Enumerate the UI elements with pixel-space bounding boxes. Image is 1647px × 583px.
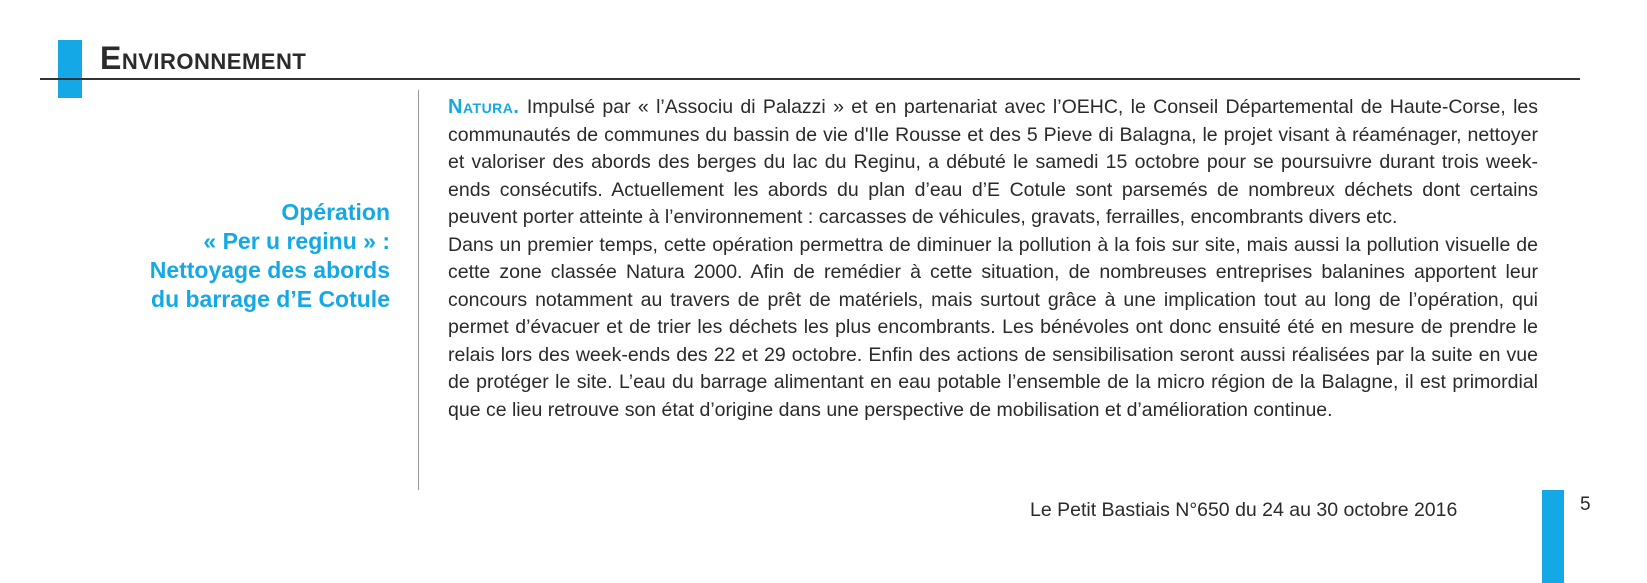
page-number: 5 <box>1580 494 1591 515</box>
column-divider <box>418 90 419 490</box>
page-marker <box>1542 490 1564 583</box>
publication-source: Le Petit Bastiais N°650 du 24 au 30 octobre 2016 <box>1030 499 1458 521</box>
headline-line: du barrage d’E Cotule <box>151 286 390 312</box>
headline-line: Opération <box>281 199 390 225</box>
article-paragraph <box>448 94 1538 232</box>
paragraph-text: Impulsé par « l’Associu di Palazzi » et en partenariat avec l’OEHC, le Conseil Départemental de Haute-Corse, les communautés de communes du bassin de vie d'Ile Rousse et des 5 Pieve di Balagna, le projet visant à réaménager, nettoyer et valoriser des abords des berges du lac du Reginu, a débuté le samedi 15 octobre pour se poursuivre durant trois week-ends consécutifs. Actuellement les abords du plan d’eau d’E Cotule sont parsemés de nombreux déchets dont certains peuvent porter atteinte à l’environnement : carcasses de véhicules, gravats, ferrailles, encombrants divers etc. <box>448 96 1539 228</box>
headline-line: Nettoyage des abords <box>149 257 390 283</box>
article-body <box>448 94 1538 424</box>
section-title: Environnement <box>100 40 307 76</box>
section-marker <box>58 40 82 98</box>
header-rule <box>40 78 1580 80</box>
headline-line: « Per u reginu » : <box>203 228 390 254</box>
article-paragraph: Dans un premier temps, cette opération permettra de diminuer la pollution à la fois sur site, mais aussi la pollution visuelle de cette zone classée Natura 2000. Afin de remédier à cette situation, de nombreuses entreprises balanines apportent leur concours notamment au travers de prêt de matériels, mais surtout grâce à une implication tout au long de l’opération, qui permet d’évacuer et de trier les déchets les plus encombrants. Les bénévoles ont donc ensuité été en mesure de prendre le relais lors des week-ends des 22 et 29 octobre. Enfin des actions de sensibilisation seront aussi réalisées par la suite en vue de protéger le site. L’eau du barrage alimentant en eau potable l’ensemble de la micro région de la Balagne, il est primordial que ce lieu retrouve son état d’origine dans une perspective de mobilisation et d’amélioration continue. <box>448 233 1538 421</box>
article-lead: Natura. <box>448 96 520 118</box>
article-headline <box>60 198 390 314</box>
